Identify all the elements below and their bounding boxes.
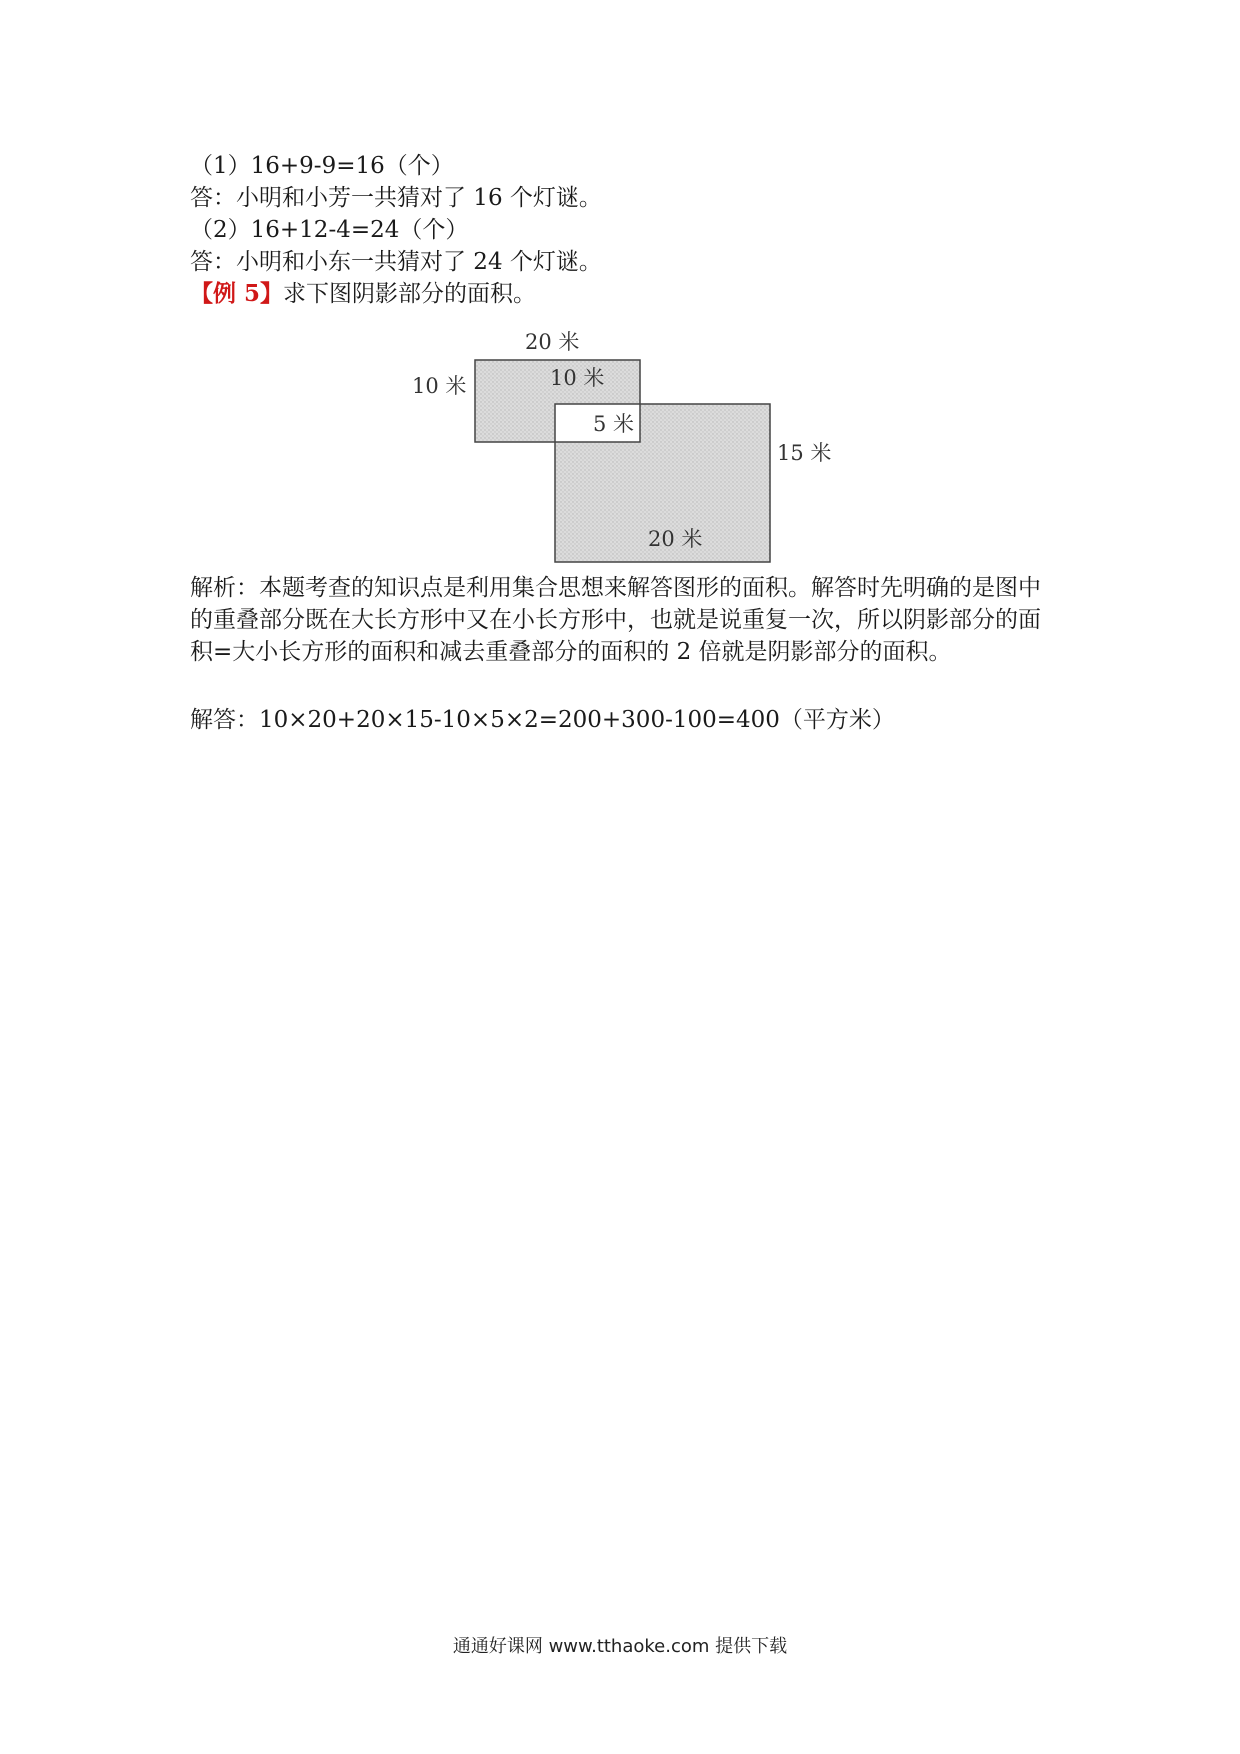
answer-line-1: 答：小明和小芳一共猜对了 16 个灯谜。 [190,185,602,211]
solution-line-2: （2）16+12-4=24（个） [190,217,469,243]
example-tag: 【例 5】 [190,280,284,307]
overlap-rectangles-figure [400,325,860,570]
solution-line-1: （1）16+9-9=16（个） [190,153,454,179]
example-heading [190,278,536,310]
label-big-height: 15 米 [777,441,832,465]
label-small-width: 20 米 [525,330,580,354]
label-small-height: 10 米 [412,374,467,398]
answer-calculation: 解答：10×20+20×15-10×5×2=200+300-100=400（平方米） [190,707,895,733]
label-big-width: 20 米 [648,527,703,551]
analysis-paragraph: 解析：本题考查的知识点是利用集合思想来解答图形的面积。解答时先明确的是图中的重叠部分既在大长方形中又在小长方形中，也就是说重复一次，所以阴影部分的面积=大小长方形的面积和减去重叠部分的面积的 2 倍就是阴影部分的面积。 [190,575,1041,665]
label-overlap-width: 10 米 [550,366,605,390]
footer-source: 通通好课网 www.tthaoke.com 提供下载 [452,1636,788,1657]
label-overlap-height: 5 米 [593,412,635,436]
example-question: 求下图阴影部分的面积。 [283,281,537,307]
answer-line-2: 答：小明和小东一共猜对了 24 个灯谜。 [190,249,602,275]
